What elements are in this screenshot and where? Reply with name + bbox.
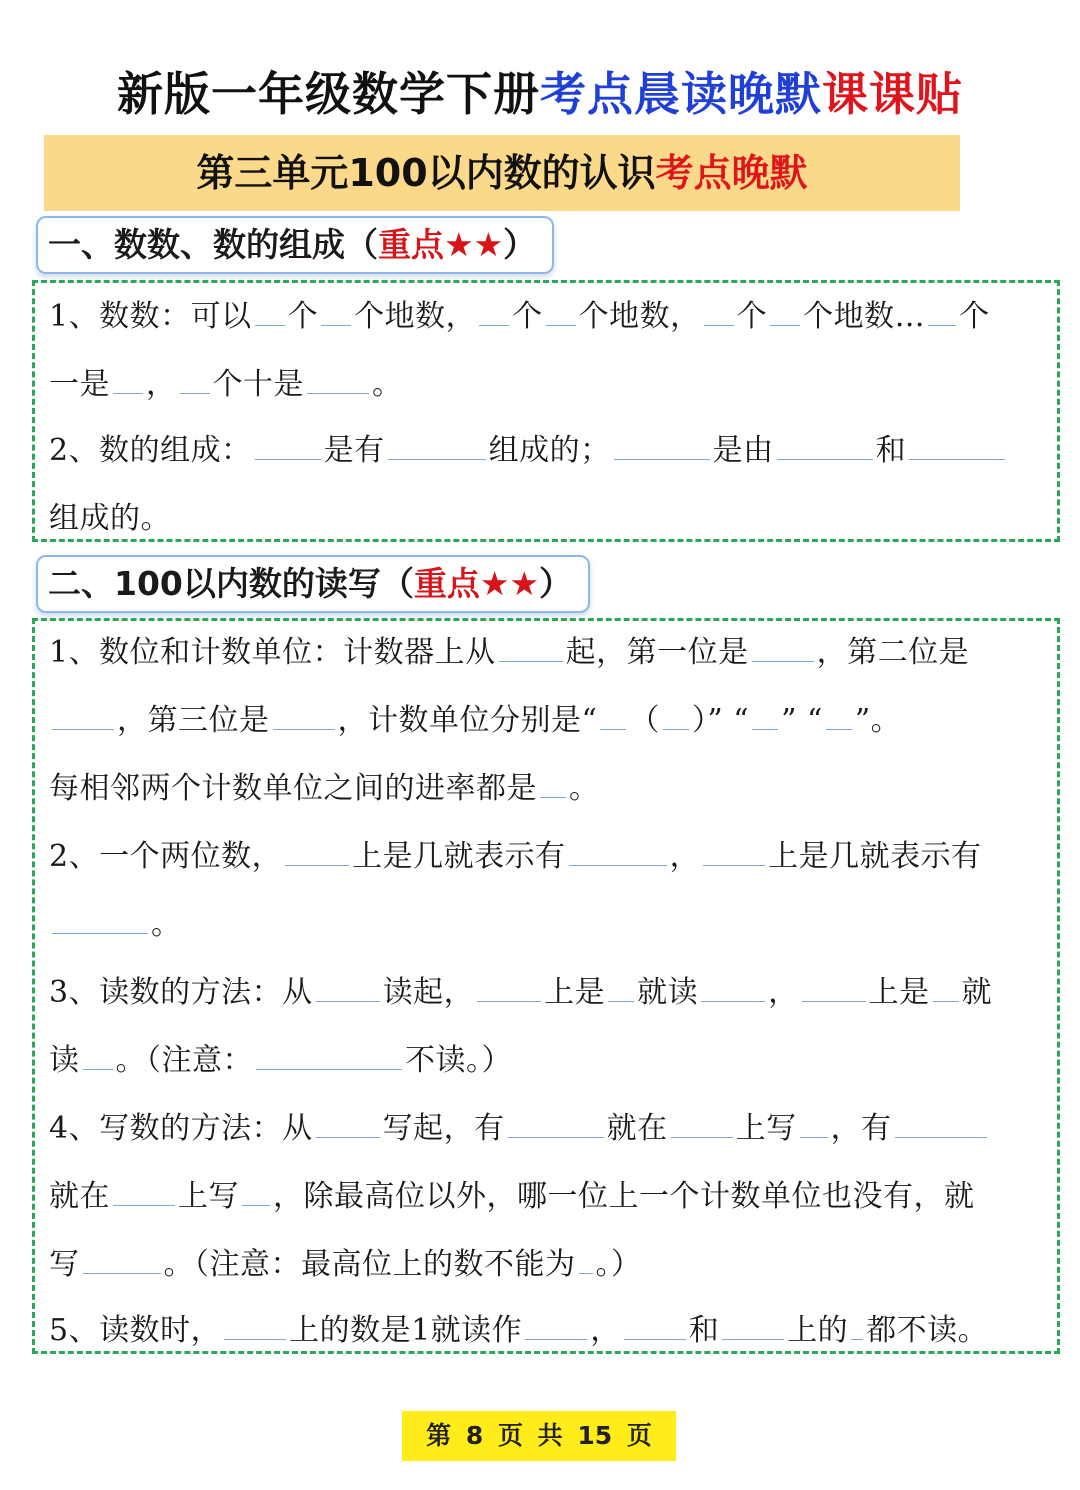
text: ，第二位是 <box>816 635 970 670</box>
blank <box>388 429 486 460</box>
section-1-key-label: 重点★★ <box>378 225 504 264</box>
text: 上是几就表示有 <box>352 839 566 874</box>
text: 。 <box>569 771 600 806</box>
title-part-1: 新版一年级数学下册 <box>117 67 540 121</box>
text: 就在 <box>49 1179 110 1214</box>
s1-line-1 <box>49 291 990 335</box>
blank <box>800 1107 828 1138</box>
s2-line-4 <box>49 831 982 875</box>
blank <box>663 699 689 730</box>
blank <box>777 429 873 460</box>
section-2-box <box>32 618 1060 1354</box>
blank <box>671 1107 733 1138</box>
text: ， <box>669 839 701 874</box>
text: 。（注意： <box>115 1043 253 1078</box>
text: 个地数， <box>354 299 477 334</box>
text: ，有 <box>830 1111 892 1146</box>
blank <box>256 1039 402 1070</box>
section-1-heading-text: 一、数数、数的组成（ <box>48 225 378 264</box>
blank <box>255 295 285 326</box>
text: （ <box>629 703 660 738</box>
text: 上是几就表示有 <box>768 839 982 874</box>
blank <box>508 1107 604 1138</box>
text: 个地数， <box>578 299 701 334</box>
page-indicator: 第 8 页 共 15 页 <box>402 1411 676 1461</box>
blank <box>113 1175 175 1206</box>
blank <box>316 971 380 1002</box>
blank <box>83 1039 113 1070</box>
blank <box>477 971 541 1002</box>
text: 和 <box>875 433 907 468</box>
blank <box>722 1309 784 1340</box>
text: 读起， <box>382 975 475 1010</box>
text: 。 <box>870 703 902 738</box>
text: 就在 <box>606 1111 668 1146</box>
blank <box>752 699 778 730</box>
s2-line-5 <box>49 899 182 943</box>
text: 个 <box>959 299 990 334</box>
blank <box>826 699 852 730</box>
blank <box>569 835 667 866</box>
blank <box>752 631 814 662</box>
blank <box>273 699 335 730</box>
blank <box>608 971 634 1002</box>
title-part-2: 考点晨读晚默 <box>540 67 822 121</box>
text: 上的 <box>787 1313 849 1348</box>
blank <box>614 429 710 460</box>
blank <box>909 429 1005 460</box>
section-2-heading-close: ） <box>539 564 573 603</box>
text: 都不读。 <box>866 1313 989 1348</box>
blank <box>180 363 210 394</box>
blank <box>113 363 143 394</box>
text: 2、数的组成： <box>49 433 252 468</box>
blank <box>83 1243 161 1274</box>
text: 组成的。 <box>49 501 171 536</box>
text: 。（注意：最高位上的数不能为 <box>163 1247 576 1282</box>
section-2-heading <box>36 555 590 613</box>
s2-line-6 <box>49 967 992 1011</box>
text: 4、写数的方法：从 <box>49 1111 313 1146</box>
text: 上写 <box>178 1179 239 1214</box>
text: ， <box>590 1313 621 1348</box>
blank <box>499 631 563 662</box>
blank <box>479 295 509 326</box>
text: ， <box>146 367 177 402</box>
blank <box>224 1309 286 1340</box>
blank <box>851 1309 863 1340</box>
text: 。 <box>151 907 182 942</box>
blank <box>600 699 626 730</box>
blank <box>540 767 566 798</box>
s2-line-10 <box>49 1239 642 1283</box>
text: ” <box>854 703 871 738</box>
text: 是由 <box>712 433 774 468</box>
blank <box>316 1107 380 1138</box>
text: ，第三位是 <box>117 703 270 738</box>
blank <box>255 429 321 460</box>
section-1-heading-close: ） <box>503 225 537 264</box>
text: 个地数… <box>803 299 926 334</box>
text: 个十是 <box>212 367 304 402</box>
section-1-box <box>32 280 1060 542</box>
title-part-3: 课课贴 <box>822 67 963 121</box>
text: 读 <box>49 1043 80 1078</box>
text: “ <box>806 703 823 738</box>
text: 3、读数的方法：从 <box>49 975 313 1010</box>
text: ，计数单位分别是“ <box>337 703 598 738</box>
text: 写起，有 <box>382 1111 505 1146</box>
text: 写 <box>49 1247 80 1282</box>
text: 2、一个两位数， <box>49 839 283 874</box>
text: 组成的； <box>488 433 611 468</box>
blank <box>525 1309 587 1340</box>
blank <box>242 1175 270 1206</box>
text: ” <box>781 703 797 738</box>
blank <box>546 295 576 326</box>
text: ）” <box>691 703 724 738</box>
blank <box>307 363 369 394</box>
blank <box>703 835 765 866</box>
s2-line-7 <box>49 1035 512 1079</box>
s2-line-9 <box>49 1171 975 1215</box>
s1-line-4 <box>49 493 171 537</box>
text: 是有 <box>323 433 385 468</box>
s2-line-3 <box>49 763 600 807</box>
blank <box>802 971 866 1002</box>
blank <box>770 295 800 326</box>
blank <box>933 971 959 1002</box>
text: 不读。） <box>405 1043 512 1078</box>
text: 个 <box>287 299 319 334</box>
text: “ <box>733 703 750 738</box>
blank <box>928 295 956 326</box>
blank <box>285 835 349 866</box>
document-title <box>0 58 1080 124</box>
s2-line-11 <box>49 1305 988 1349</box>
text: 起，第一位是 <box>565 635 749 670</box>
text: 上是 <box>544 975 606 1010</box>
text: 上写 <box>735 1111 797 1146</box>
blank <box>895 1107 987 1138</box>
section-2-heading-text: 二、100以内数的读写（ <box>48 564 414 603</box>
unit-banner-text: 第三单元100以内数的认识 <box>196 151 656 195</box>
unit-banner-highlight: 考点晚默 <box>655 151 808 195</box>
blank <box>704 295 734 326</box>
text: 。 <box>372 367 403 402</box>
text: 上的数是1就读作 <box>289 1313 523 1348</box>
text: 个 <box>512 299 543 334</box>
text: 1、数数：可以 <box>49 299 252 334</box>
text: 上是 <box>868 975 930 1010</box>
text: 就 <box>961 975 993 1010</box>
blank <box>52 903 148 934</box>
text: 5、读数时， <box>49 1313 222 1348</box>
text: 一是 <box>49 367 110 402</box>
section-1-heading <box>36 216 554 274</box>
text: ， <box>768 975 799 1010</box>
section-2-key-label: 重点★★ <box>413 564 540 603</box>
text: 每相邻两个计数单位之间的进率都是 <box>49 771 537 806</box>
s2-line-2 <box>49 695 901 739</box>
unit-banner <box>44 135 960 211</box>
s2-line-8 <box>49 1103 990 1147</box>
blank <box>701 971 765 1002</box>
text: ，除最高位以外，哪一位上一个计数单位也没有，就 <box>273 1179 975 1214</box>
blank <box>624 1309 686 1340</box>
blank <box>579 1243 593 1274</box>
s2-line-1 <box>49 627 969 671</box>
text: 个 <box>736 299 768 334</box>
blank <box>52 699 114 730</box>
text: 就读 <box>637 975 699 1010</box>
text: 1、数位和计数单位：计数器上从 <box>49 635 496 670</box>
s1-line-2 <box>49 359 403 403</box>
blank <box>321 295 351 326</box>
text: 。） <box>595 1247 642 1282</box>
text: 和 <box>688 1313 720 1348</box>
s1-line-3 <box>49 425 1008 469</box>
